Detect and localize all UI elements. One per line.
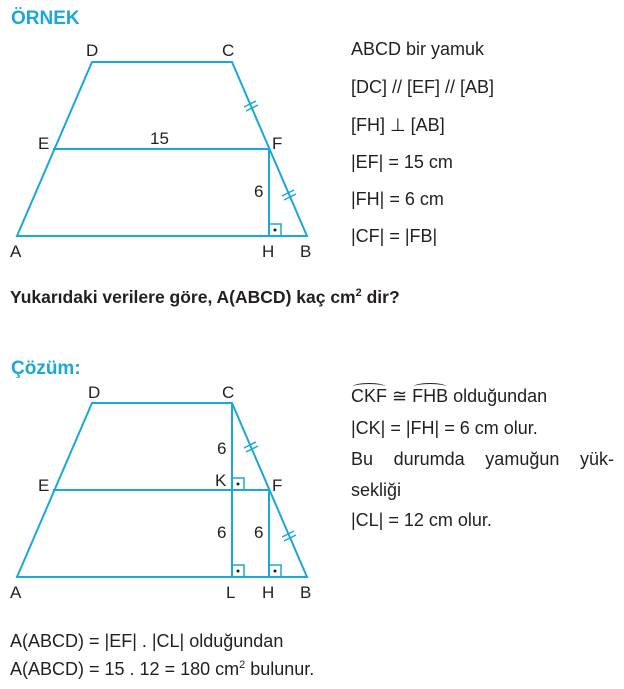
label-c-solution: C <box>222 383 235 402</box>
example-heading: ÖRNEK <box>11 8 80 29</box>
label-c: C <box>222 41 235 60</box>
label-e-solution: E <box>38 476 50 495</box>
label-ck-length: 6 <box>217 439 227 458</box>
label-l: L <box>226 583 236 602</box>
given-1: ABCD bir yamuk <box>351 39 485 59</box>
label-d: D <box>86 41 99 60</box>
label-e: E <box>38 134 50 153</box>
given-4: |EF| = 15 cm <box>351 152 453 172</box>
label-a-solution: A <box>10 583 22 602</box>
label-f: F <box>272 134 283 153</box>
label-h-solution: H <box>262 583 275 602</box>
solution-line-1: |CK| = |FH| = 6 cm olur. <box>351 418 538 438</box>
solution-line-4: |CL| = 12 cm olur. <box>351 510 492 530</box>
arc-ckf: CKF <box>351 386 387 406</box>
label-kl-length: 6 <box>217 523 227 542</box>
label-f-solution: F <box>272 476 283 495</box>
arc-fhb: FHB <box>412 386 449 406</box>
label-k: K <box>215 471 227 490</box>
label-fh-length: 6 <box>254 182 264 201</box>
given-3: [FH] ⊥ [AB] <box>351 115 445 135</box>
congruence-line: CKF ≅ FHB olduğundan <box>351 386 548 406</box>
solution-line-2: Bu durumda yamuğun yük- <box>351 449 614 469</box>
right-angle-dot <box>274 229 277 232</box>
given-5: |FH| = 6 cm <box>351 189 444 209</box>
label-b: B <box>300 242 312 261</box>
label-b-solution: B <box>300 583 312 602</box>
label-a: A <box>10 242 22 261</box>
solution-figure <box>17 403 307 577</box>
given-6: |CF| = |FB| <box>351 226 438 246</box>
example-figure <box>17 62 307 236</box>
label-fh-length-solution: 6 <box>254 523 264 542</box>
question: Yukarıdaki verilere göre, A(ABCD) kaç $cm^2$ dir? <box>10 287 400 307</box>
label-d-solution: D <box>88 383 101 402</box>
solution-line-3: sekliği <box>351 480 402 500</box>
label-h: H <box>262 242 275 261</box>
label-ef-length: 15 <box>150 129 169 148</box>
given-2: [DC] // [EF] // [AB] <box>351 77 495 97</box>
area-line-1: A(ABCD) = |EF| . |CL| olduğundan <box>10 631 284 651</box>
solution-heading: Çözüm: <box>11 358 81 379</box>
area-line-2: A(ABCD) = 15 . 12 = 180 $cm^2$ bulunur. <box>10 659 315 679</box>
